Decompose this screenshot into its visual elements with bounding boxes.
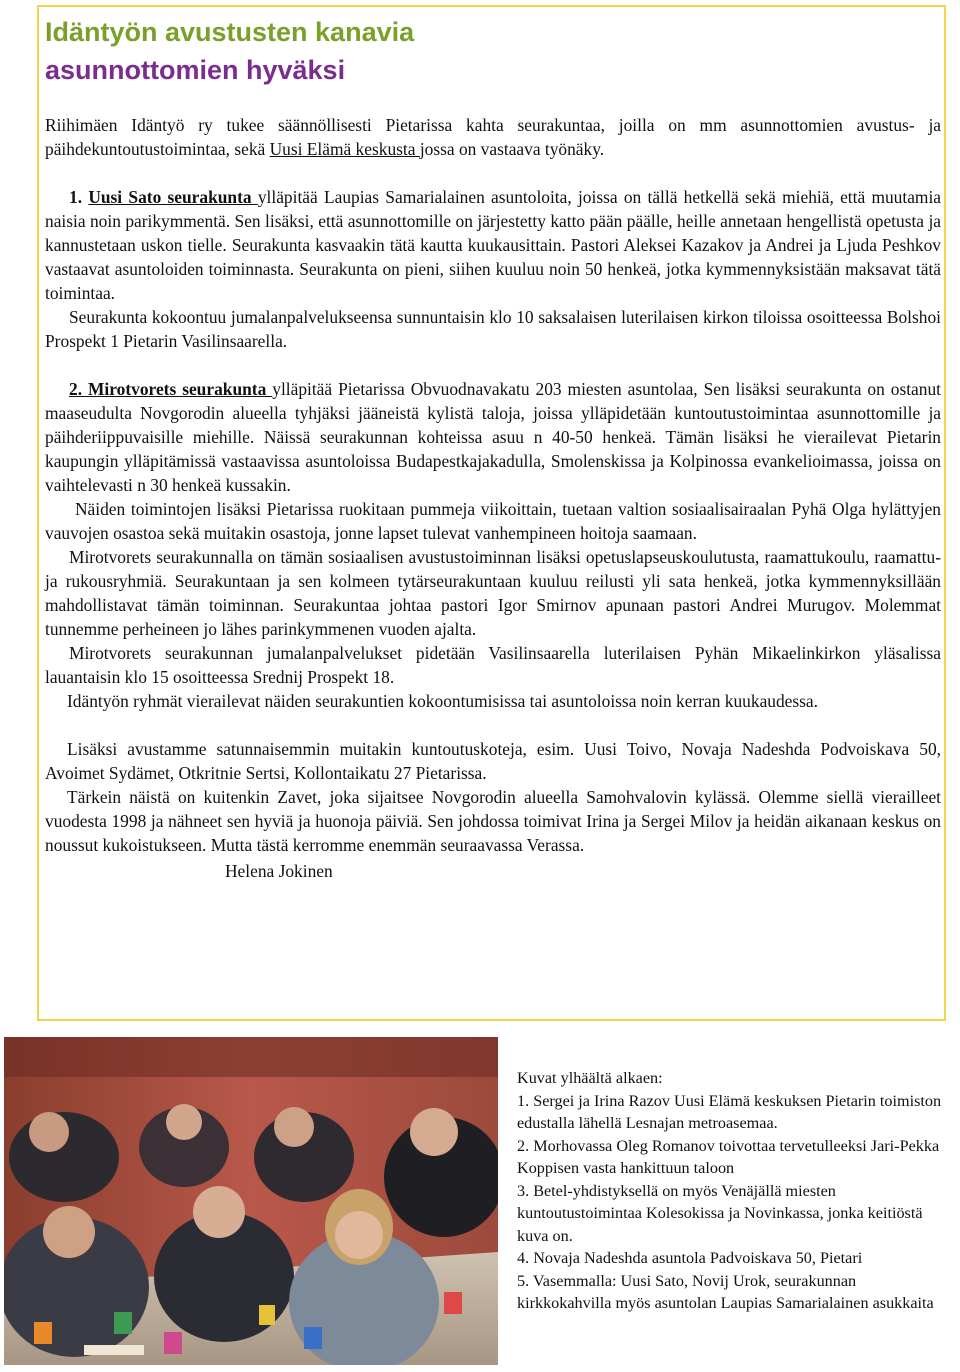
face-front-left <box>43 1206 95 1258</box>
services-paragraph: Mirotvorets seurakunnan jumalanpalvelukset pidetään Vasilinsaarella luterilaisen Pyhän Mikaelinkirkon yläsalissa lauantaisin klo 15 osoitteessa Srednij Prospekt 18. <box>45 643 941 687</box>
section-2-number: 2. <box>69 379 89 399</box>
section-1-services: Seurakunta kokoontuu jumalanpalvelukseensa sunnuntaisin klo 10 saksalaisen luterilaisen kirkon tiloissa osoitteessa Bolshoi Prospekt 1 Pietarin Vasilinsaarella. <box>45 307 941 351</box>
caption-heading: Kuvat ylhäältä alkaen: <box>517 1069 663 1087</box>
section-2-paragraph <box>45 377 941 497</box>
other-homes-paragraph: Lisäksi avustamme satunnaisemmin muitakin kuntoutuskoteja, esim. Uusi Toivo, Novaja Nadeshda Podvoiskava 50, Avoimet Sydämet, Otkritnie Sertsi, Kollontaikatu 27 Pietarissa. <box>45 739 941 783</box>
face-front-center <box>193 1186 245 1238</box>
intro-paragraph <box>45 113 941 161</box>
cup-orange <box>34 1322 52 1344</box>
section-1-paragraph <box>45 185 941 305</box>
zavet-paragraph: Tärkein näistä on kuitenkin Zavet, joka sijaitsee Novgorodin alueella Samohvalovin kylässä. Olemme siellä vierailleet vuodesta 1998 ja nähneet sen hyviä ja huonoja päiviä. Sen johdossa toimivat Irina ja Sergei Milov ja heidän aikanaan keskus on noussut kukoistukseen. Mutta tästä kerromme enemmän seuraavassa Verassa. <box>45 787 941 855</box>
face-back-center <box>166 1104 202 1140</box>
caption-item-4: 4. Novaja Nadeshda asuntola Padvoiskava 50, Pietari <box>517 1249 863 1267</box>
section-2-text: ylläpitää Pietarissa Obvuodnavakatu 203 miesten asuntolaa, Sen lisäksi seurakunta on ostanut maaseudulta Novgorodin alueella tyhjäksi jääneistä kylistä taloja, joissa ylläpidetään kuntoutustoimintaa asunnottomille ja päihderiippuvaisille miehille. Näissä seurakunnan kohteissa asuu n 40-50 henkeä. Tämän lisäksi he vierailevat Pietarin kaupungin ylläpitämissä vastaavissa asuntoloissa Budapestkajakadulla, Smolenskissa ja Kolpinossa evankelioimassa, joissa on vaihtelevasti n 30 henkeä kussakin. <box>45 379 941 495</box>
face-back-right <box>274 1107 314 1147</box>
face-right <box>410 1108 458 1156</box>
signature: Helena Jokinen <box>225 861 333 881</box>
cup-pink <box>164 1332 182 1354</box>
section-1-number: 1. <box>69 187 89 207</box>
visits-paragraph: Idäntyön ryhmät vierailevat näiden seurakuntien kokoontumisissa tai asuntoloissa noin kerran kuukaudessa. <box>67 691 818 711</box>
plate <box>84 1345 144 1355</box>
caption-item-1: 1. Sergei ja Irina Razov Uusi Elämä keskuksen Pietarin toimiston edustalla lähellä Lesnajan metroasemaa. <box>517 1091 942 1132</box>
title-line-2: asunnottomien hyväksi <box>45 55 346 85</box>
section-1-name: Uusi Sato seurakunta <box>88 187 258 207</box>
caption-item-5: 5. Vasemmalla: Uusi Sato, Novij Urok, seurakunnan kirkkokahvilla myös asuntolan Laupias Samarialainen asukkaita <box>517 1271 934 1312</box>
article-box <box>37 5 946 1021</box>
feeding-paragraph: Näiden toimintojen lisäksi Pietarissa ruokitaan pummeja viikoittain, tuetaan valtion sosiaalisairaalan Pyhä Olga hylättyjen vauvojen osastoa sekä muitakin osastoja, jonne lapset tulevat vanhempineen hoitoja saamaan. <box>45 499 941 543</box>
article-title <box>45 13 414 89</box>
face-back-left <box>29 1112 69 1152</box>
photo-ceiling <box>4 1037 498 1077</box>
section-2-name: Mirotvorets seurakunta <box>88 379 273 399</box>
face-front-right <box>335 1211 383 1259</box>
cafe-photo <box>4 1037 498 1365</box>
bible-school-paragraph: Mirotvorets seurakunnalla on tämän sosiaalisen avustustoiminnan lisäksi opetuslapseuskoulutusta, raamattukoulu, raamattu- ja rukousryhmiä. Seurakuntaan ja sen kolmeen tytärseurakuntaan kuuluu reilusti yli sata henkeä, jotka kymmennyksillään mahdollistavat tämän toiminnan. Seurakuntaa johtaa pastori Igor Smirnov apunaan pastori Andrei Murugov. Molemmat tunnemme perheineen jo lähes parinkymmenen vuoden ajalta. <box>45 547 941 639</box>
title-line-1: Idäntyön avustusten kanavia <box>45 17 415 47</box>
photo-caption <box>517 1067 947 1315</box>
section-1-text: ylläpitää Laupias Samarialainen asuntoloita, joissa on tällä hetkellä sekä miehiä, että muutamia naisia noin parikymmentä. Sen lisäksi, että asunnottomille on järjestetty katto pään päälle, heille annetaan hengellistä opetusta ja kannustetaan uskon tielle. Seurakunta kasvaakin tätä kautta kuukausittain. Pastori Aleksei Kazakov ja Andrei ja Ljuda Peshkov vastaavat asuntoloiden toiminnasta. Seurakunta on pieni, siihen kuuluu noin 50 henkeä, jotka kymmennyksistään maksavat tätä toimintaa. <box>45 187 941 303</box>
intro-text-a: Riihimäen Idäntyö ry tukee säännöllisesti Pietarissa kahta seurakuntaa, joilla on mm asunnottomien avustus- ja päihdekuntoutustoimintaa, sekä <box>45 115 941 159</box>
cup-red <box>444 1292 462 1314</box>
caption-item-3: 3. Betel-yhdistyksellä on myös Venäjällä miesten kuntoutustoimintaa Kolesokissa ja Novinkassa, jonka keitiöstä kuva on. <box>517 1181 923 1245</box>
article-body <box>45 113 941 883</box>
intro-text-b: jossa on vastaava työnäky. <box>419 139 605 159</box>
cup-blue <box>304 1327 322 1349</box>
cup-green <box>114 1312 132 1334</box>
uusi-elama-link: Uusi Elämä keskusta <box>269 139 420 159</box>
caption-item-2: 2. Morhovassa Oleg Romanov toivottaa tervetulleeksi Jari-Pekka Koppisen vasta hankittuun taloon <box>517 1136 940 1177</box>
cup-yellow <box>259 1305 275 1325</box>
cafe-photo-illustration <box>4 1037 498 1365</box>
